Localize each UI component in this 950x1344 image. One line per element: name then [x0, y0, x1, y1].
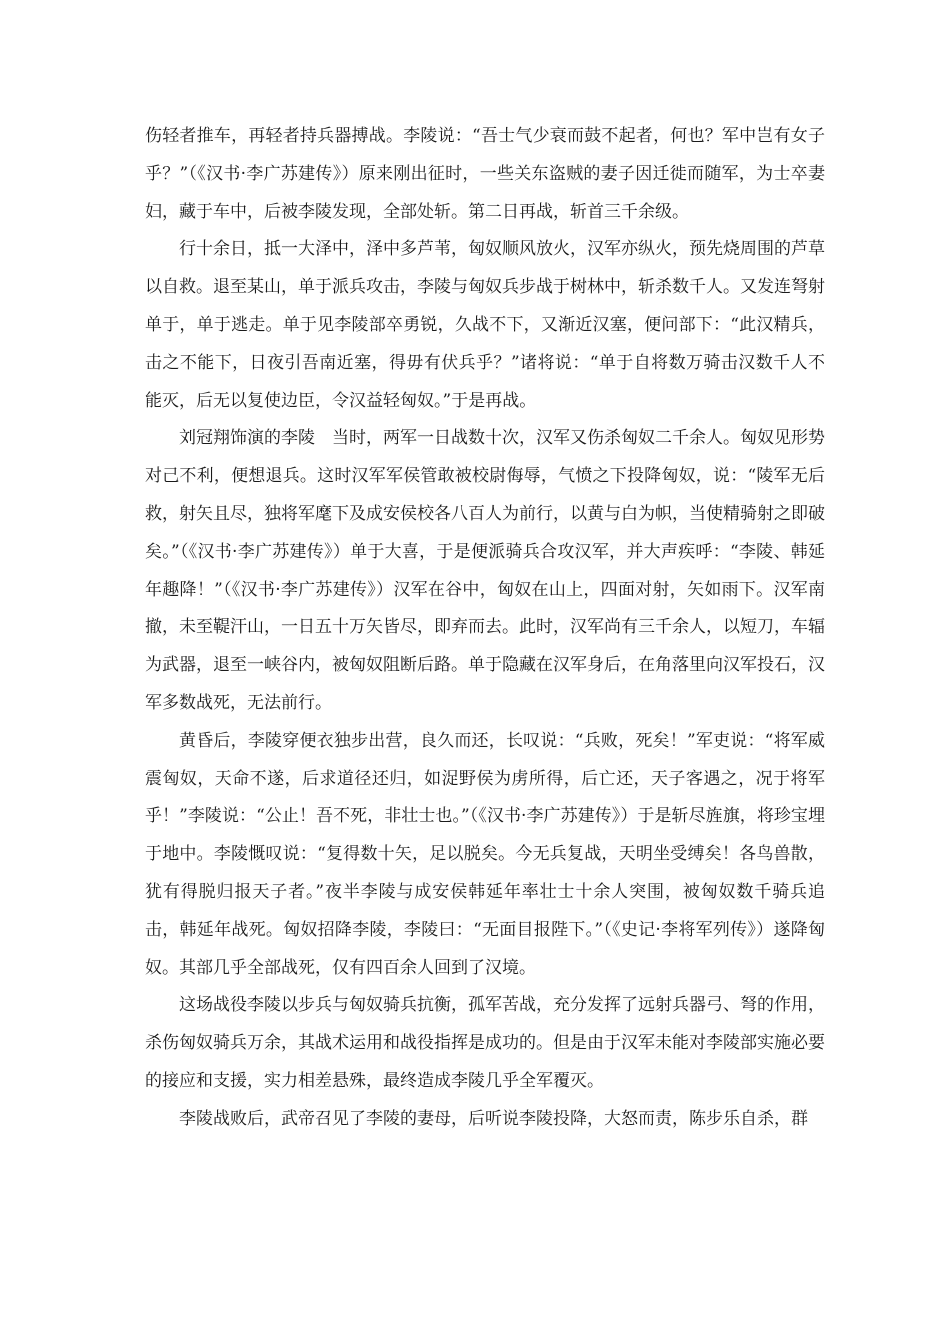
paragraph: 行十余日，抵一大泽中，泽中多芦苇，匈奴顺风放火，汉军亦纵火，预先烧周围的芦草以自救。退至某山，单于派兵攻击，李陵与匈奴兵步战于树林中，斩杀数千人。又发连弩射单于，单于逃走。单于见李陵部卒勇锐，久战不下，又渐近汉塞，便问部下：“此汉精兵，击之不能下，日夜引吾南近塞，得毋有伏兵乎？”诸将说：“单于自将数万骑击汉数千人不能灭，后无以复使边臣，令汉益轻匈奴。”于是再战。 [145, 239, 825, 411]
paragraph: 刘冠翔饰演的李陵 当时，两军一日战数十次，汉军又伤杀匈奴二千余人。匈奴见形势对己不利，便想退兵。这时汉军军侯管敢被校尉侮辱，气愤之下投降匈奴，说：“陵军无后救，射矢且尽，独将军麾下及成安侯校各八百人为前行，以黄与白为帜，当使精骑射之即破矣。”（《汉书·李广苏建传》）单于大喜，于是便派骑兵合攻汉军，并大声疾呼：“李陵、韩延年趣降！”（《汉书·李广苏建传》）汉军在谷中，匈奴在山上，四面对射，矢如雨下。汉军南撤，未至鞮汗山，一日五十万矢皆尽，即弃而去。此时，汉军尚有三千余人，以短刀，车辐为武器，退至一峡谷内，被匈奴阻断后路。单于隐藏在汉军身后，在角落里向汉军投石，汉军多数战死，无法前行。 [145, 428, 825, 713]
article-body [145, 118, 825, 1139]
paragraph-continued: 伤轻者推车，再轻者持兵器搏战。李陵说：“吾士气少衰而鼓不起者，何也？军中岂有女子乎？”（《汉书·李广苏建传》）原来刚出征时，一些关东盗贼的妻子因迁徙而随军，为士卒妻妇，藏于车中，后被李陵发现，全部处斩。第二日再战，斩首三千余级。 [145, 126, 825, 222]
paragraph: 李陵战败后，武帝召见了李陵的妻母，后听说李陵投降，大怒而责，陈步乐自杀，群 [179, 1108, 808, 1129]
paragraph: 这场战役李陵以步兵与匈奴骑兵抗衡，孤军苦战，充分发挥了远射兵器弓、弩的作用，杀伤匈奴骑兵万余，其战术运用和战役指挥是成功的。但是由于汉军未能对李陵部实施必要的接应和支援，实力相差悬殊，最终造成李陵几乎全军覆灭。 [145, 995, 825, 1091]
paragraph: 黄昏后，李陵穿便衣独步出营，良久而还，长叹说：“兵败，死矣！”军吏说：“将军威震匈奴，天命不遂，后求道径还归，如浞野侯为虏所得，后亡还，天子客遇之，况于将军乎！”李陵说：“公止！吾不死，非壮士也。”（《汉书·李广苏建传》）于是斩尽旌旗，将珍宝埋于地中。李陵慨叹说：“复得数十矢，足以脱矣。今无兵复战，天明坐受缚矣！各鸟兽散，犹有得脱归报天子者。”夜半李陵与成安侯韩延年率壮士十余人突围，被匈奴数千骑兵追击，韩延年战死。匈奴招降李陵，李陵曰：“无面目报陛下。”（《史记·李将军列传》）遂降匈奴。其部几乎全部战死，仅有四百余人回到了汉境。 [145, 730, 825, 978]
